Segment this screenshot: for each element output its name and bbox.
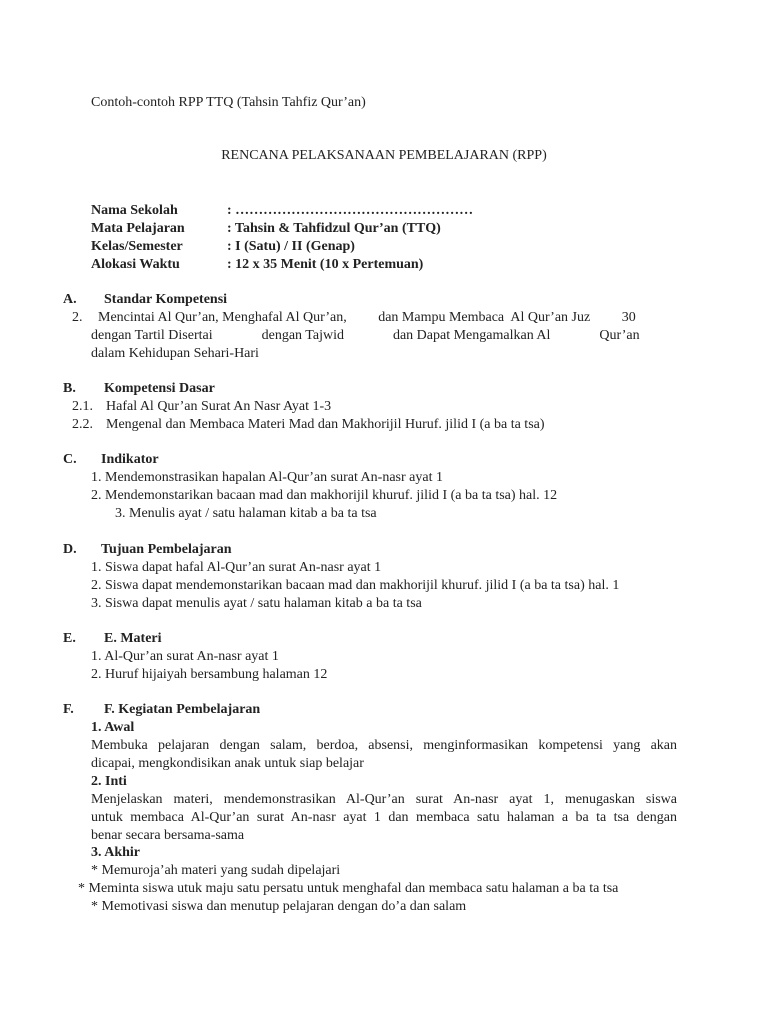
list-item: 2. Huruf hijaiyah bersambung halaman 12 — [91, 667, 328, 682]
inti-line-1: Menjelaskan materi, mendemonstrasikan Al-Qur’an surat An-nasr ayat 1, menugaskan siswa — [91, 792, 677, 807]
section-a-line-2: dengan Tartil Disertai dengan Tajwid dan Dapat Mengamalkan Al Qur’an — [91, 328, 640, 343]
list-item: 1. Al-Qur’an surat An-nasr ayat 1 — [91, 649, 279, 664]
document-subtitle: Contoh-contoh RPP TTQ (Tahsin Tahfiz Qur’an) — [91, 95, 366, 110]
inti-line-3: benar secara bersama-sama — [91, 828, 245, 843]
akhir-bullet-3: * Memotivasi siswa dan menutup pelajaran dengan do’a dan salam — [91, 899, 467, 914]
akhir-bullet-2: * Meminta siswa utuk maju satu persatu untuk menghafal dan membaca satu halaman a ba ta tsa — [78, 881, 619, 896]
section-e-heading: E. Materi — [104, 631, 162, 646]
class-semester-label: Kelas/Semester — [91, 239, 183, 254]
school-name-value: : …………………………………………… — [227, 203, 474, 218]
section-a-line-1: Mencintai Al Qur’an, Menghafal Al Qur’an, dan Mampu Membaca Al Qur’an Juz 30 — [98, 310, 636, 325]
subheading-awal: 1. Awal — [91, 720, 135, 735]
school-name-label: Nama Sekolah — [91, 203, 178, 218]
awal-line-1: Membuka pelajaran dengan salam, berdoa, absensi, menginformasikan kompetensi yang akan — [91, 738, 677, 753]
awal-line-2: dicapai, mengkondisikan anak untuk siap belajar — [91, 756, 364, 771]
section-b-heading: Kompetensi Dasar — [104, 381, 215, 396]
list-item: 1. Siswa dapat hafal Al-Qur’an surat An-nasr ayat 1 — [91, 560, 382, 575]
list-item: 3. Siswa dapat menulis ayat / satu halaman kitab a ba ta tsa — [91, 596, 422, 611]
section-a-letter: A. — [63, 292, 77, 307]
list-item: Mengenal dan Membaca Materi Mad dan Makhorijil Huruf. jilid I (a ba ta tsa) — [106, 417, 545, 432]
list-item: Hafal Al Qur’an Surat An Nasr Ayat 1-3 — [106, 399, 332, 414]
subheading-inti: 2. Inti — [91, 774, 127, 789]
subject-value: : Tahsin & Tahfidzul Qur’an (TTQ) — [227, 221, 441, 236]
list-item: 2. Siswa dapat mendemonstarikan bacaan mad dan makhorijil khuruf. jilid I (a ba ta tsa) hal. 1 — [91, 578, 620, 593]
time-allocation-value: : 12 x 35 Menit (10 x Pertemuan) — [227, 257, 424, 272]
section-c-letter: C. — [63, 452, 77, 467]
class-semester-value: : I (Satu) / II (Genap) — [227, 239, 355, 254]
section-d-letter: D. — [63, 542, 77, 557]
list-item: 3. Menulis ayat / satu halaman kitab a ba ta tsa — [115, 506, 377, 521]
section-f-letter: F. — [63, 702, 74, 717]
page-title: RENCANA PELAKSANAAN PEMBELAJARAN (RPP) — [221, 148, 547, 163]
section-d-heading: Tujuan Pembelajaran — [101, 542, 232, 557]
list-item: 2. Mendemonstarikan bacaan mad dan makhorijil khuruf. jilid I (a ba ta tsa) hal. 12 — [91, 488, 558, 503]
subheading-akhir: 3. Akhir — [91, 845, 141, 860]
section-f-heading: F. Kegiatan Pembelajaran — [104, 702, 261, 717]
section-a-heading: Standar Kompetensi — [104, 292, 228, 307]
list-item-number: 2.2. — [72, 417, 93, 432]
akhir-bullet-1: * Memuroja’ah materi yang sudah dipelajari — [91, 863, 341, 878]
list-item-number: 2.1. — [72, 399, 93, 414]
section-e-letter: E. — [63, 631, 76, 646]
section-b-letter: B. — [63, 381, 76, 396]
section-c-heading: Indikator — [101, 452, 159, 467]
subject-label: Mata Pelajaran — [91, 221, 185, 236]
list-item: 1. Mendemonstrasikan hapalan Al-Qur’an surat An-nasr ayat 1 — [91, 470, 443, 485]
time-allocation-label: Alokasi Waktu — [91, 257, 180, 272]
section-a-number: 2. — [72, 310, 83, 325]
section-a-line-3: dalam Kehidupan Sehari-Hari — [91, 346, 259, 361]
inti-line-2: untuk membaca Al-Qur’an surat An-nasr ayat 1 dan membaca satu halaman a ba ta tsa dengan — [91, 810, 677, 825]
